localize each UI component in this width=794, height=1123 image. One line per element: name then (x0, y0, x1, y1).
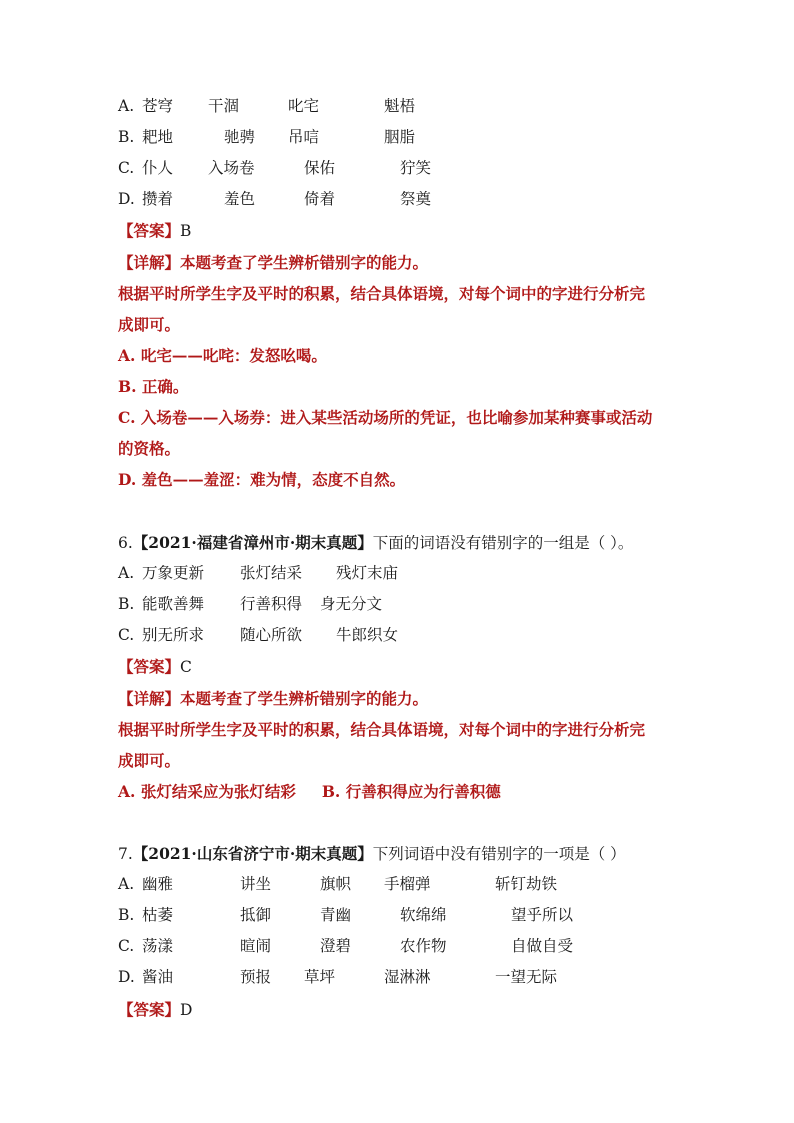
q6-fix-b: B. 行善积得应为行善积德 (321, 782, 501, 801)
q7-answer: 【答案】D (118, 1000, 193, 1019)
q5-detail-line: D. 羞色——羞涩：难为情，态度不自然。 (118, 470, 406, 489)
q5-detail-line: 成即可。 (118, 315, 181, 334)
q5-detail-line: C. 入场卷——入场券：进入某些活动场所的凭证，也比喻参加某种赛事或活动 (118, 408, 653, 427)
q5-detail-line: A. 叱宅——叱咤：发怒吆喝。 (118, 346, 327, 365)
q6-detail-intro: 【详解】本题考查了学生辨析错别字的能力。 (118, 689, 429, 708)
q6-fix-a: A. 张灯结采应为张灯结彩 (118, 782, 296, 801)
q5-answer: 【答案】B (118, 221, 192, 240)
q7-stem: 7.【2021·山东省济宁市·期末真题】下列词语中没有错别字的一项是（ ） (118, 844, 626, 863)
q6-answer: 【答案】C (118, 657, 192, 676)
q5-detail-intro: 【详解】本题考查了学生辨析错别字的能力。 (118, 253, 429, 272)
q5-detail-line: 的资格。 (118, 439, 181, 458)
q6-stem: 6.【2021·福建省漳州市·期末真题】下面的词语没有错别字的一组是（ ）。 (118, 533, 634, 552)
q5-detail-line: 根据平时所学生字及平时的积累，结合具体语境，对每个词中的字进行分析完 (118, 284, 646, 303)
q5-detail-line: B. 正确。 (118, 377, 189, 396)
q6-detail-fixes (118, 776, 501, 807)
q6-detail-line: 根据平时所学生字及平时的积累，结合具体语境，对每个词中的字进行分析完 (118, 720, 646, 739)
q6-detail-line: 成即可。 (118, 751, 181, 770)
